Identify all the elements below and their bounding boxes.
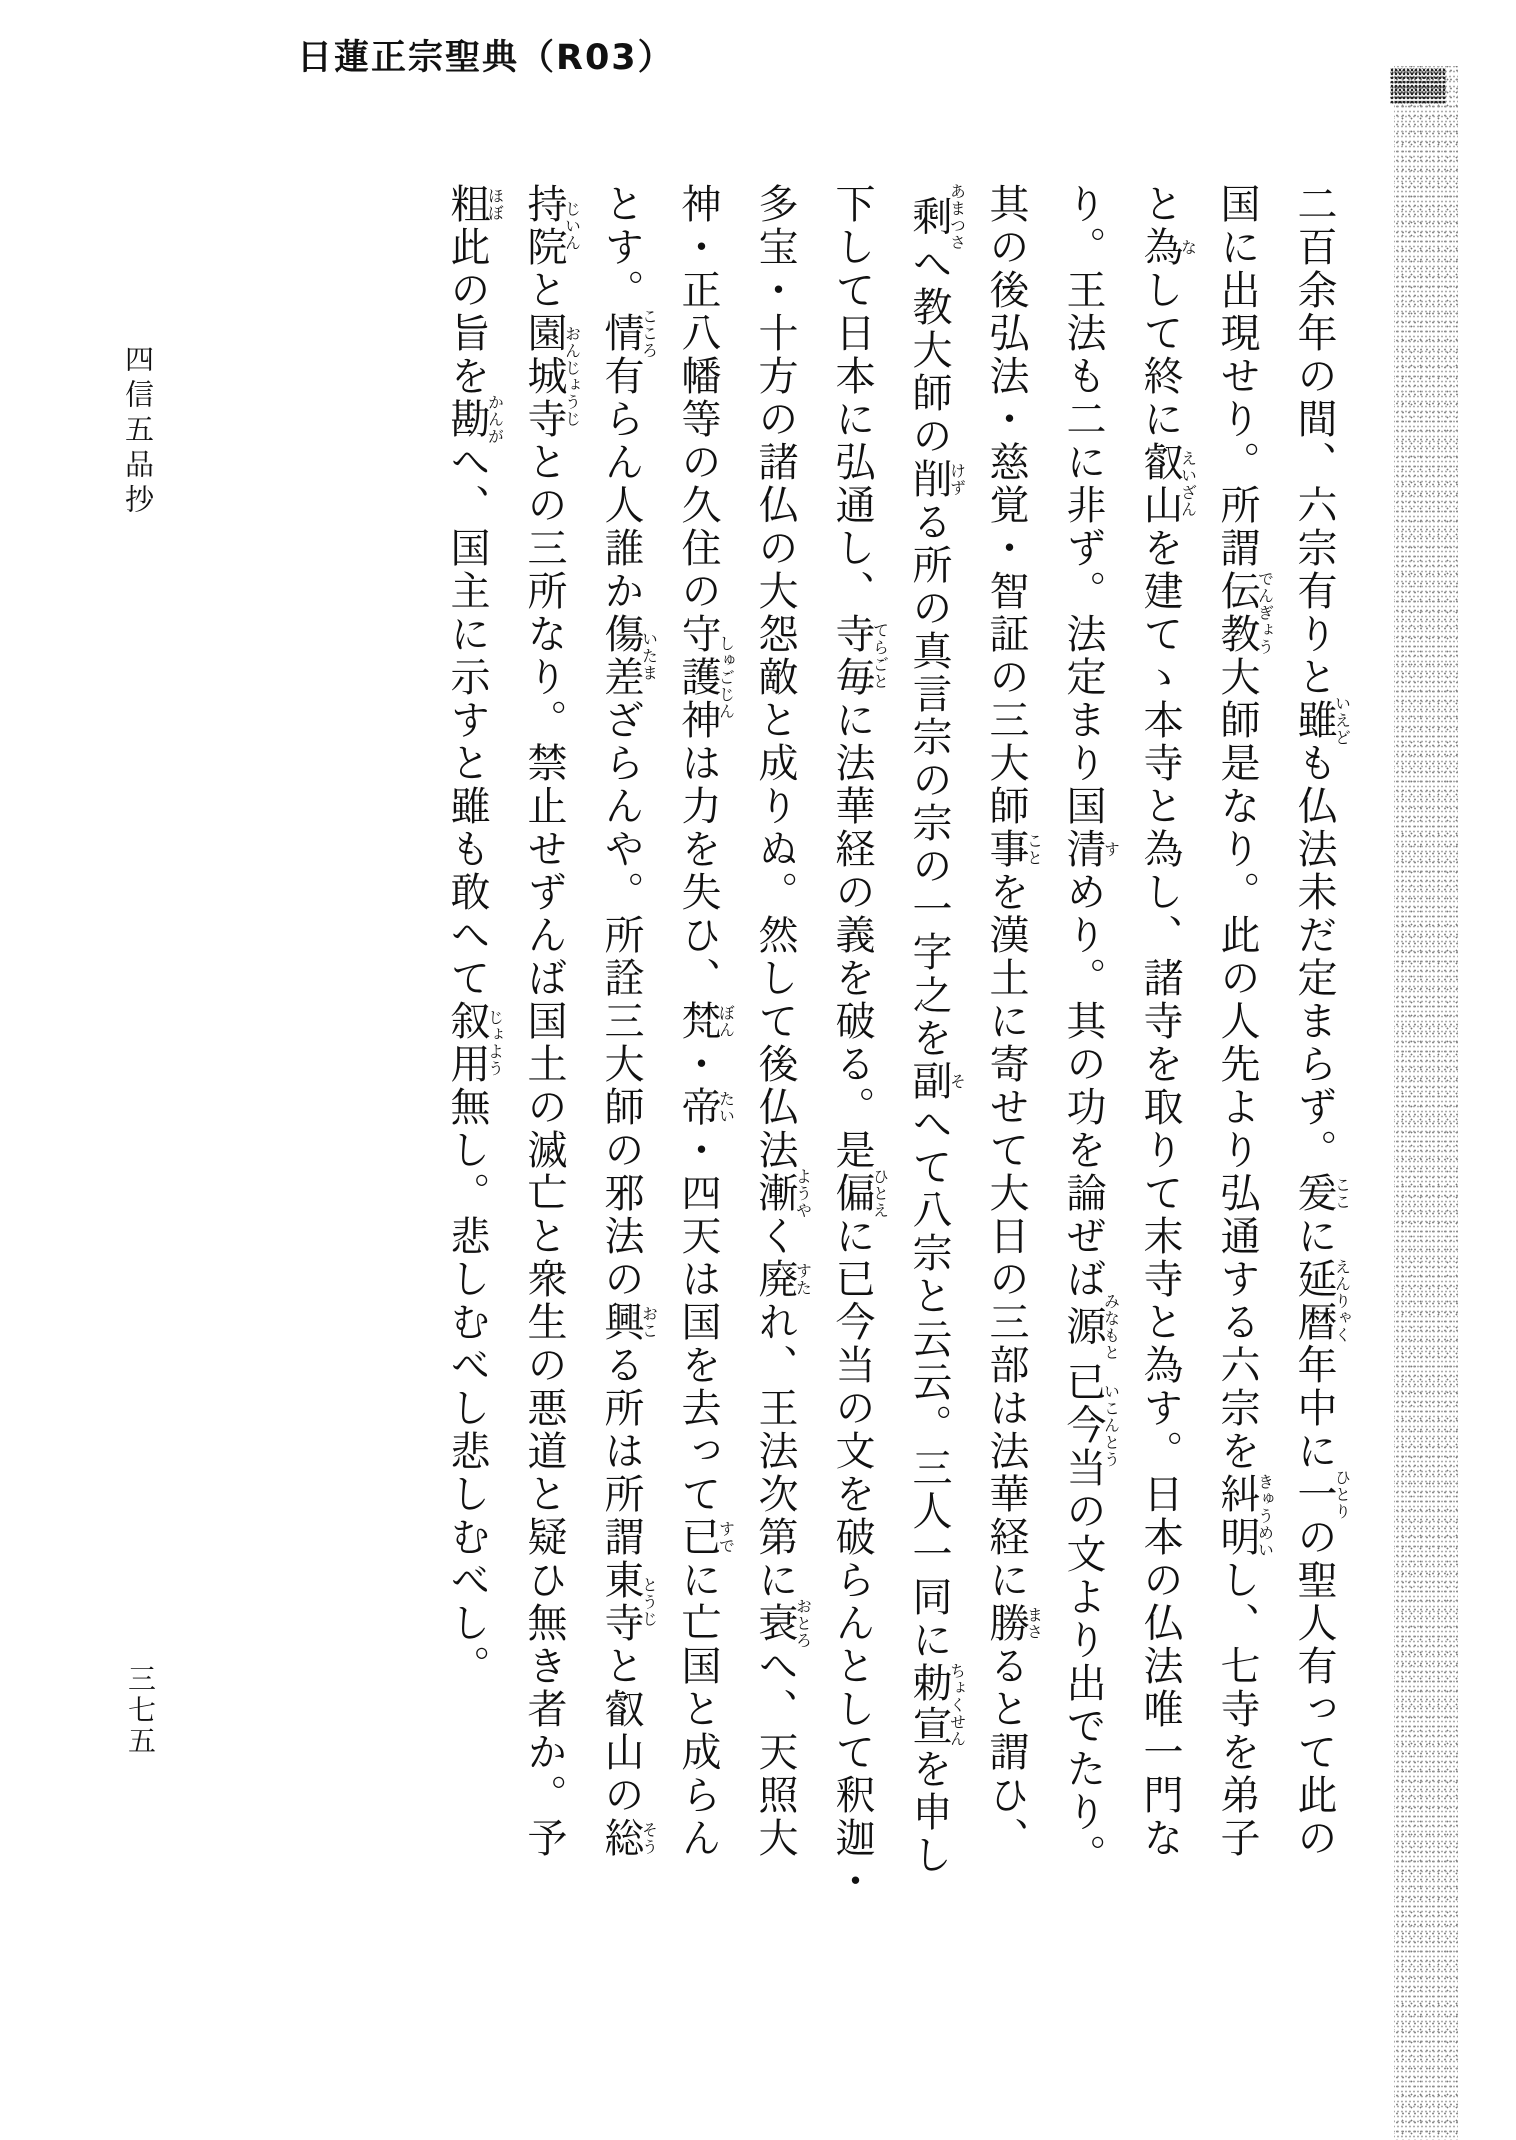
ruby-annotated-text: 勘かんが <box>444 394 505 445</box>
ruby-annotated-text: 傷差いたま <box>598 613 659 699</box>
ruby-annotated-text: 剩あまつさ <box>906 183 967 251</box>
ruby-annotated-text: 糾明きゅうめい <box>1214 1473 1275 1559</box>
ruby-annotated-text: 削けず <box>906 458 967 501</box>
text-column: 神・正八幡等の久住の守護神しゅごじんは力を失ひ、梵ぼん・帝たい・四天は国を去って已すでに亡国と成らん <box>675 183 736 1860</box>
text-column: 其の後弘法・慈覚・智証の三大師事ことを漢土に寄せて大日の三部は法華経に勝まさると謂ひ、 <box>983 183 1044 1860</box>
ruby-annotated-text: 清す <box>1060 828 1121 871</box>
text-column: り。王法も二に非ず。法定まり国清すめり。其の功を論ぜば源みなもと已今当いこんとうの文より出でたり。 <box>1060 183 1121 1877</box>
ruby-annotated-text: 漸ようや <box>752 1168 813 1219</box>
text-column: と為なして終に叡山えいざんを建てゝ本寺と為し、諸寺を取りて末寺と為す。日本の仏法唯一門な <box>1137 183 1198 1860</box>
ruby-annotated-text: 勅宣ちょくせん <box>906 1662 967 1748</box>
ruby-annotated-text: 偏ひとえ <box>829 1168 890 1219</box>
ruby-annotated-text: 已すで <box>675 1516 736 1559</box>
ruby-annotated-text: 延暦えんりゃく <box>1291 1258 1352 1344</box>
ruby-annotated-text: 一ひとり <box>1291 1469 1352 1520</box>
scan-noise-blob <box>1390 68 1446 104</box>
ruby-annotated-text: 叙用じょよう <box>444 1000 505 1086</box>
ruby-annotated-text: 伝教でんぎょう <box>1214 570 1275 656</box>
text-column: 剩あまつさへ教大師の削けずる所の真言宗の宗の一字之を副そへて八宗と云云。三人一同に勅宣ちょくせんを申し <box>906 183 967 1877</box>
text-column: 下して日本に弘通し、寺毎てらごとに法華経の義を破る。是偏ひとえに已今当の文を破らんとして釈迦・ <box>829 183 890 1903</box>
ruby-annotated-text: 源みなもと <box>1060 1293 1121 1361</box>
ruby-annotated-text: 已今当いこんとう <box>1060 1361 1121 1490</box>
ruby-annotated-text: 粗ほぼ <box>444 183 505 226</box>
ruby-annotated-text: 持院じいん <box>521 183 582 269</box>
text-column: とす。情こころ有らん人誰か傷差いたまざらんや。所詮三大師の邪法の興おこる所は所謂東寺とうじと叡山の総そう <box>598 183 659 1860</box>
ruby-annotated-text: 爰ここ <box>1291 1172 1352 1215</box>
ruby-annotated-text: 梵ぼん <box>675 1000 736 1043</box>
ruby-annotated-text: 副そ <box>906 1060 967 1103</box>
ruby-annotated-text: 事こと <box>983 828 1044 871</box>
ruby-annotated-text: 衰おとろ <box>752 1598 813 1649</box>
ruby-annotated-text: 情こころ <box>598 308 659 359</box>
ruby-annotated-text: 叡山えいざん <box>1137 441 1198 527</box>
ruby-annotated-text: 園城寺おんじょうじ <box>521 312 582 441</box>
chapter-title: 四信五品抄 <box>121 344 155 519</box>
page-number: 三七五 <box>124 1664 157 1757</box>
ruby-annotated-text: 勝まさ <box>983 1602 1044 1645</box>
ruby-annotated-text: 廃すた <box>752 1258 813 1301</box>
scan-noise-band <box>1394 66 1458 2140</box>
text-column: 粗ほぼ此の旨を勘かんがへ、国主に示すと雖も敢へて叙用じょよう無し。悲しむべし悲しむべし。 <box>444 183 505 1688</box>
ruby-annotated-text: 東寺とうじ <box>598 1559 659 1645</box>
ruby-annotated-text: 興おこ <box>598 1301 659 1344</box>
text-column: 持院じいんと園城寺おんじょうじとの三所なり。禁止せずんば国土の滅亡と衆生の悪道と疑ひ無き者か。予 <box>521 183 582 1860</box>
ruby-annotated-text: 寺毎てらごと <box>829 613 890 699</box>
ruby-annotated-text: 帝たい <box>675 1086 736 1129</box>
ruby-annotated-text: 為な <box>1137 226 1198 269</box>
ruby-annotated-text: 雖いえど <box>1291 695 1352 746</box>
text-column: 多宝・十方の諸仏の大怨敵と成りぬ。然して後仏法漸ようやく廃すたれ、王法次第に衰おとろへ、天照大 <box>752 183 813 1860</box>
ruby-annotated-text: 守護神しゅごじん <box>675 613 736 742</box>
ruby-annotated-text: 総そう <box>598 1817 659 1860</box>
text-column: 二百余年の間、六宗有りと雖いえども仏法未だ定まらず。爰ここに延暦えんりゃく年中に一ひとりの聖人有って此の <box>1291 183 1352 1860</box>
book-title: 日蓮正宗聖典（R03） <box>297 38 675 78</box>
text-column: 国に出現せり。所謂伝教でんぎょう大師是なり。此の人先より弘通する六宗を糾明きゅうめいし、七寺を弟子 <box>1214 183 1275 1860</box>
text-columns <box>426 183 1350 1913</box>
